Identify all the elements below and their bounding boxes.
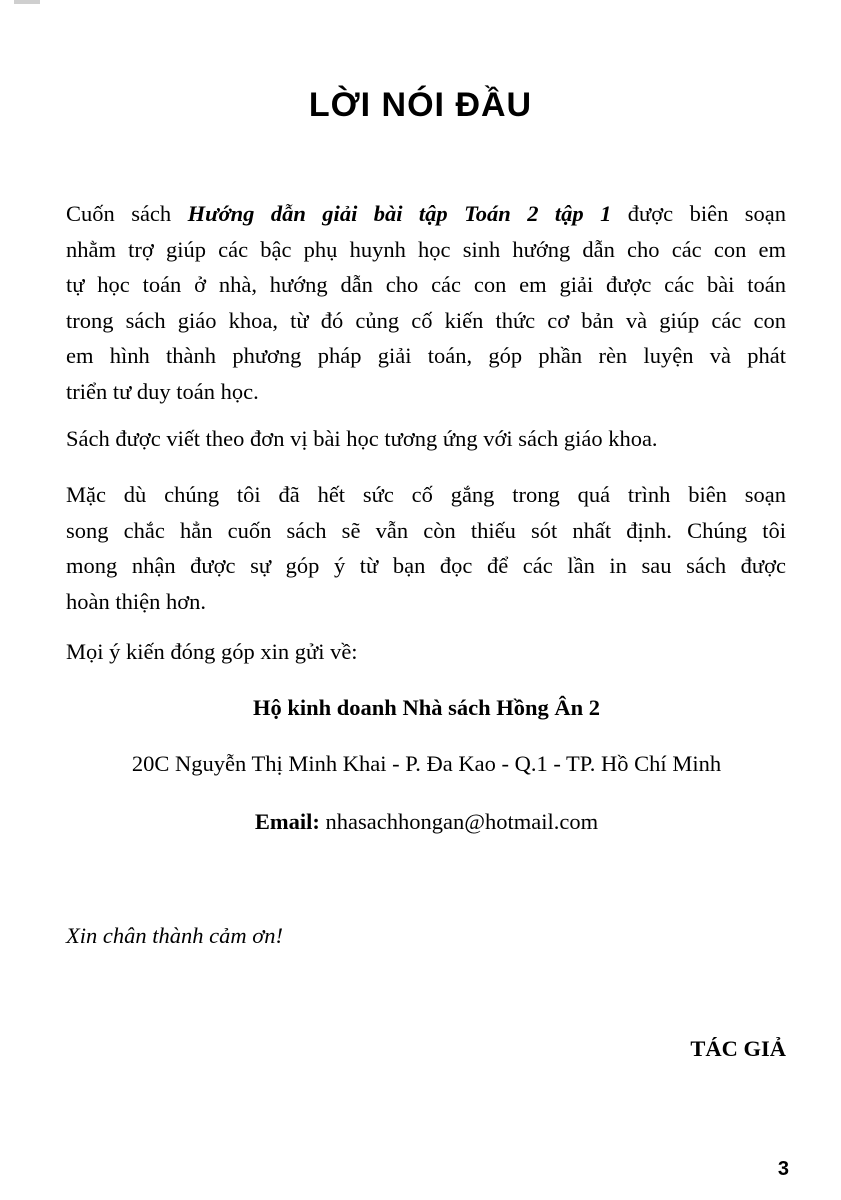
author-signature: TÁC GIẢ — [690, 1036, 786, 1061]
intro-line-5: em hình thành phương pháp giải toán, góp phần rèn luyện và phát — [66, 343, 786, 368]
page-number: 3 — [777, 1158, 789, 1180]
thanks-note: Xin chân thành cảm ơn! — [66, 923, 283, 948]
publisher-address: 20C Nguyễn Thị Minh Khai - P. Đa Kao - Q.1 - TP. Hồ Chí Minh — [131, 751, 722, 776]
scan-edge-mark — [14, 0, 40, 4]
apology-line-2: song chắc hẳn cuốn sách sẽ vẫn còn thiếu sót nhất định. Chúng tôi — [66, 517, 786, 543]
intro-line-1-suffix: được biên soạn — [611, 201, 786, 226]
intro-paragraph — [66, 196, 786, 409]
contact-email — [6, 804, 841, 839]
apology-line-1: Mặc dù chúng tôi đã hết sức cố gắng trong quá trình biên soạn — [66, 482, 786, 507]
intro-line-4: trong sách giáo khoa, từ đó củng cố kiến thức cơ bản và giúp các con — [66, 307, 786, 333]
feedback-paragraph — [66, 634, 786, 670]
intro-line-6: triển tư duy toán học. — [66, 378, 259, 404]
apology-paragraph — [66, 477, 786, 619]
apology-line-3: mong nhận được sự góp ý từ bạn đọc để các lần in sau sách được — [66, 553, 786, 578]
feedback-line: Mọi ý kiến đóng góp xin gửi về: — [66, 639, 358, 664]
publisher-name: Hộ kinh doanh Nhà sách Hồng Ân 2 — [252, 695, 600, 720]
email-label: Email: — [254, 809, 320, 834]
page-title: LỜI NÓI ĐẦU — [308, 86, 533, 124]
intro-line-1-prefix: Cuốn sách — [66, 201, 188, 226]
intro-line-2: nhằm trợ giúp các bậc phụ huynh học sinh hướng dẫn cho các con em — [66, 236, 786, 262]
book-title: Hướng dẫn giải bài tập Toán 2 tập 1 — [187, 201, 612, 226]
structure-paragraph — [66, 421, 786, 457]
email-address: nhasachhongan@hotmail.com — [319, 809, 599, 834]
intro-line-1 — [66, 196, 786, 232]
structure-line: Sách được viết theo đơn vị bài học tương ứng với sách giáo khoa. — [66, 426, 658, 451]
apology-line-4: hoàn thiện hơn. — [66, 588, 206, 614]
intro-line-3: tự học toán ở nhà, hướng dẫn cho các con em giải được các bài toán — [66, 272, 786, 297]
